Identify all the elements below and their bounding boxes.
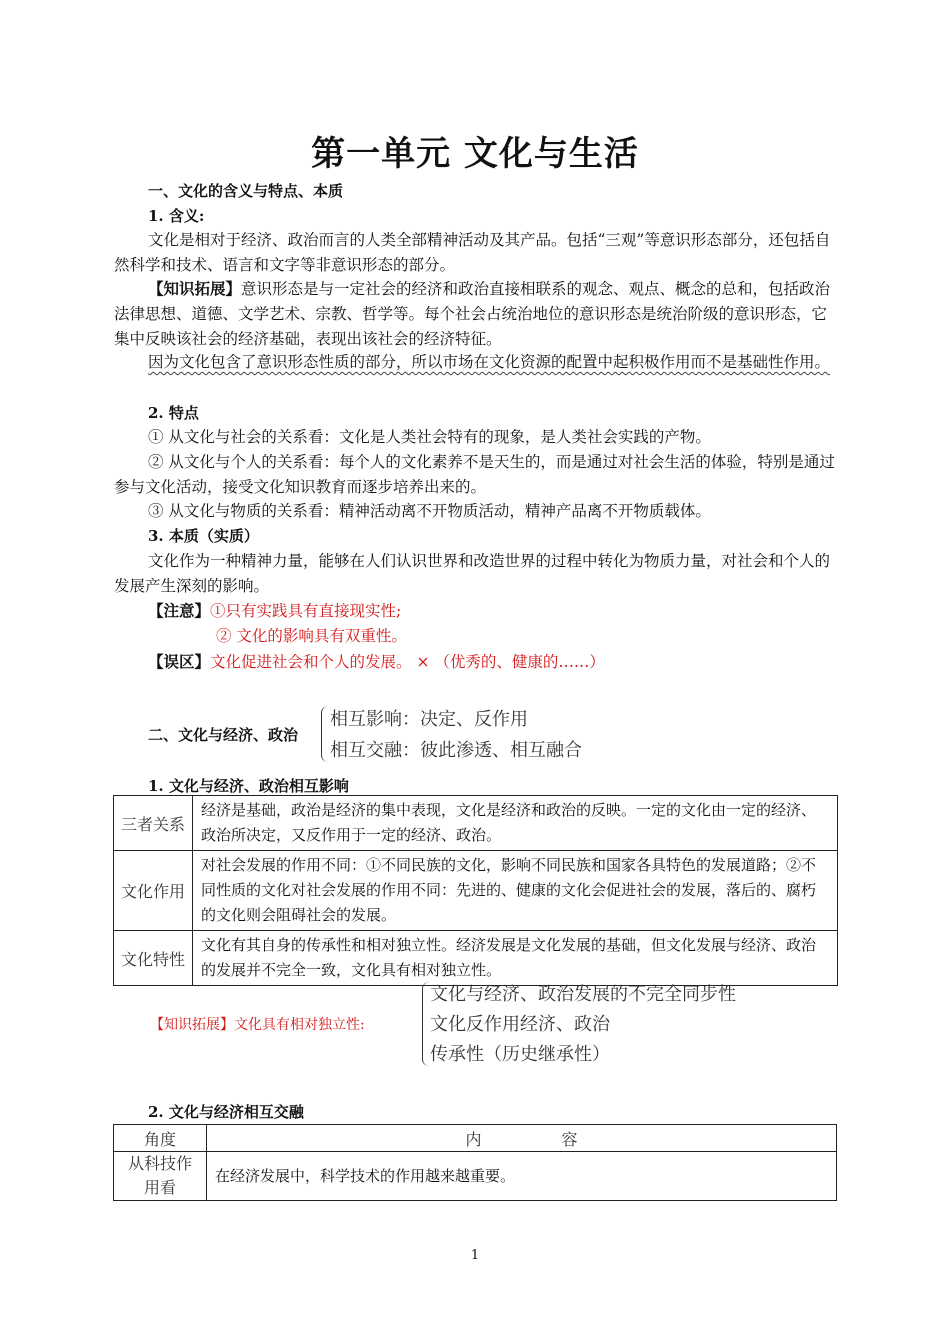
table-header-angle: 角度 <box>114 1125 207 1152</box>
table-cell: 在经济发展中，科学技术的作用越来越重要。 <box>207 1152 837 1201</box>
note-item-2: ② 文化的影响具有双重性。 <box>216 627 407 645</box>
table-cell: 文化有其自身的传承性和相对独立性。经济发展是文化发展的基础，但文化发展与经济、政治的发展并不完全一致，文化具有相对独立性。 <box>193 931 838 986</box>
extension-text: 意识形态是与一定社会的经济和政治直接相联系的观念、观点、概念的总和，包括政治法律思想、道德、文学艺术、宗教、哲学等。每个社会占统治地位的意识形态是统治阶级的意识形态，它集中反映该社会的经济基础，表现出该社会的经济特征。 <box>114 280 831 348</box>
paragraph-market <box>114 350 838 375</box>
paragraph-essence: 文化作为一种精神力量，能够在人们认识世界和改造世界的过程中转化为物质力量，对社会和个人的发展产生深刻的影响。 <box>114 552 831 595</box>
table-header-content: 内 容 <box>207 1125 837 1152</box>
misconception-label: 【误区】 <box>148 652 211 671</box>
section-heading-1: 一、文化的含义与特点、本质 <box>148 182 344 200</box>
feature-3: ③ 从文化与物质的关系看：精神活动离不开物质活动，精神产品离不开物质载体。 <box>148 502 711 520</box>
subheading-mutual-influence: 1. 文化与经济、政治相互影响 <box>148 777 349 795</box>
page-number: 1 <box>470 1248 480 1263</box>
misconception-text: 文化促进社会和个人的发展。 × （优秀的、健康的……） <box>210 653 605 671</box>
brace-bracket <box>321 706 328 762</box>
table-category: 文化作用 <box>114 851 193 931</box>
table-row <box>114 931 838 986</box>
extension-independence-label: 【知识拓展】文化具有相对独立性: <box>150 1017 365 1033</box>
note-item-1: ①只有实践具有直接现实性; <box>210 602 402 620</box>
brace-item-1: 相互影响：决定、反作用 <box>330 709 528 730</box>
knowledge-extension <box>114 276 838 352</box>
note-row-1 <box>148 599 401 621</box>
independence-item-3: 传承性（历史继承性） <box>430 1044 610 1065</box>
market-text: 因为文化包含了意识形态性质的部分，所以市场在文化资源的配置中起积极作用而不是基础性作用。 <box>148 353 831 371</box>
table-category: 从科技作用看 <box>114 1152 207 1201</box>
brace-bracket-2 <box>422 982 429 1066</box>
subheading-integration: 2. 文化与经济相互交融 <box>148 1103 304 1121</box>
table-category: 文化特性 <box>114 931 193 986</box>
brace-item-2: 相互交融：彼此渗透、相互融合 <box>330 740 582 761</box>
feature-2: ② 从文化与个人的关系看：每个人的文化素养不是天生的，而是通过对社会生活的体验，特别是通过参与文化活动，接受文化知识教育而逐步培养出来的。 <box>114 453 835 496</box>
misconception-row <box>148 650 605 672</box>
independence-item-1: 文化与经济、政治发展的不完全同步性 <box>430 984 736 1005</box>
table-row <box>114 796 838 851</box>
note-label: 【注意】 <box>148 601 211 620</box>
table-cell: 经济是基础，政治是经济的集中表现，文化是经济和政治的反映。一定的文化由一定的经济、政治所决定，又反作用于一定的经济、政治。 <box>193 796 838 851</box>
subheading-meaning: 1. 含义: <box>148 207 205 225</box>
subheading-essence: 3. 本质（实质） <box>148 527 259 545</box>
feature-1: ① 从文化与社会的关系看：文化是人类社会特有的现象，是人类社会实践的产物。 <box>148 428 711 446</box>
table-row <box>114 851 838 931</box>
section-heading-2: 二、文化与经济、政治 <box>148 726 299 744</box>
subheading-features: 2. 特点 <box>148 404 199 422</box>
table-cell: 对社会发展的作用不同：①不同民族的文化，影响不同民族和国家各具特色的发展道路；②不同性质的文化对社会发展的作用不同：先进的、健康的文化会促进社会的发展，落后的、腐朽的文化则会阻碍社会的发展。 <box>193 851 838 931</box>
influence-table <box>113 795 838 986</box>
table-category: 三者关系 <box>114 796 193 851</box>
independence-item-2: 文化反作用经济、政治 <box>430 1014 610 1035</box>
integration-table <box>113 1124 837 1201</box>
table-header-row <box>114 1125 837 1152</box>
table-row <box>114 1152 837 1201</box>
extension-label: 【知识拓展】 <box>148 279 242 298</box>
paragraph-meaning: 文化是相对于经济、政治而言的人类全部精神活动及其产品。包括“三观”等意识形态部分，还包括自然科学和技术、语言和文字等非意识形态的部分。 <box>114 231 831 274</box>
page-title: 第一单元 文化与生活 <box>311 134 639 174</box>
